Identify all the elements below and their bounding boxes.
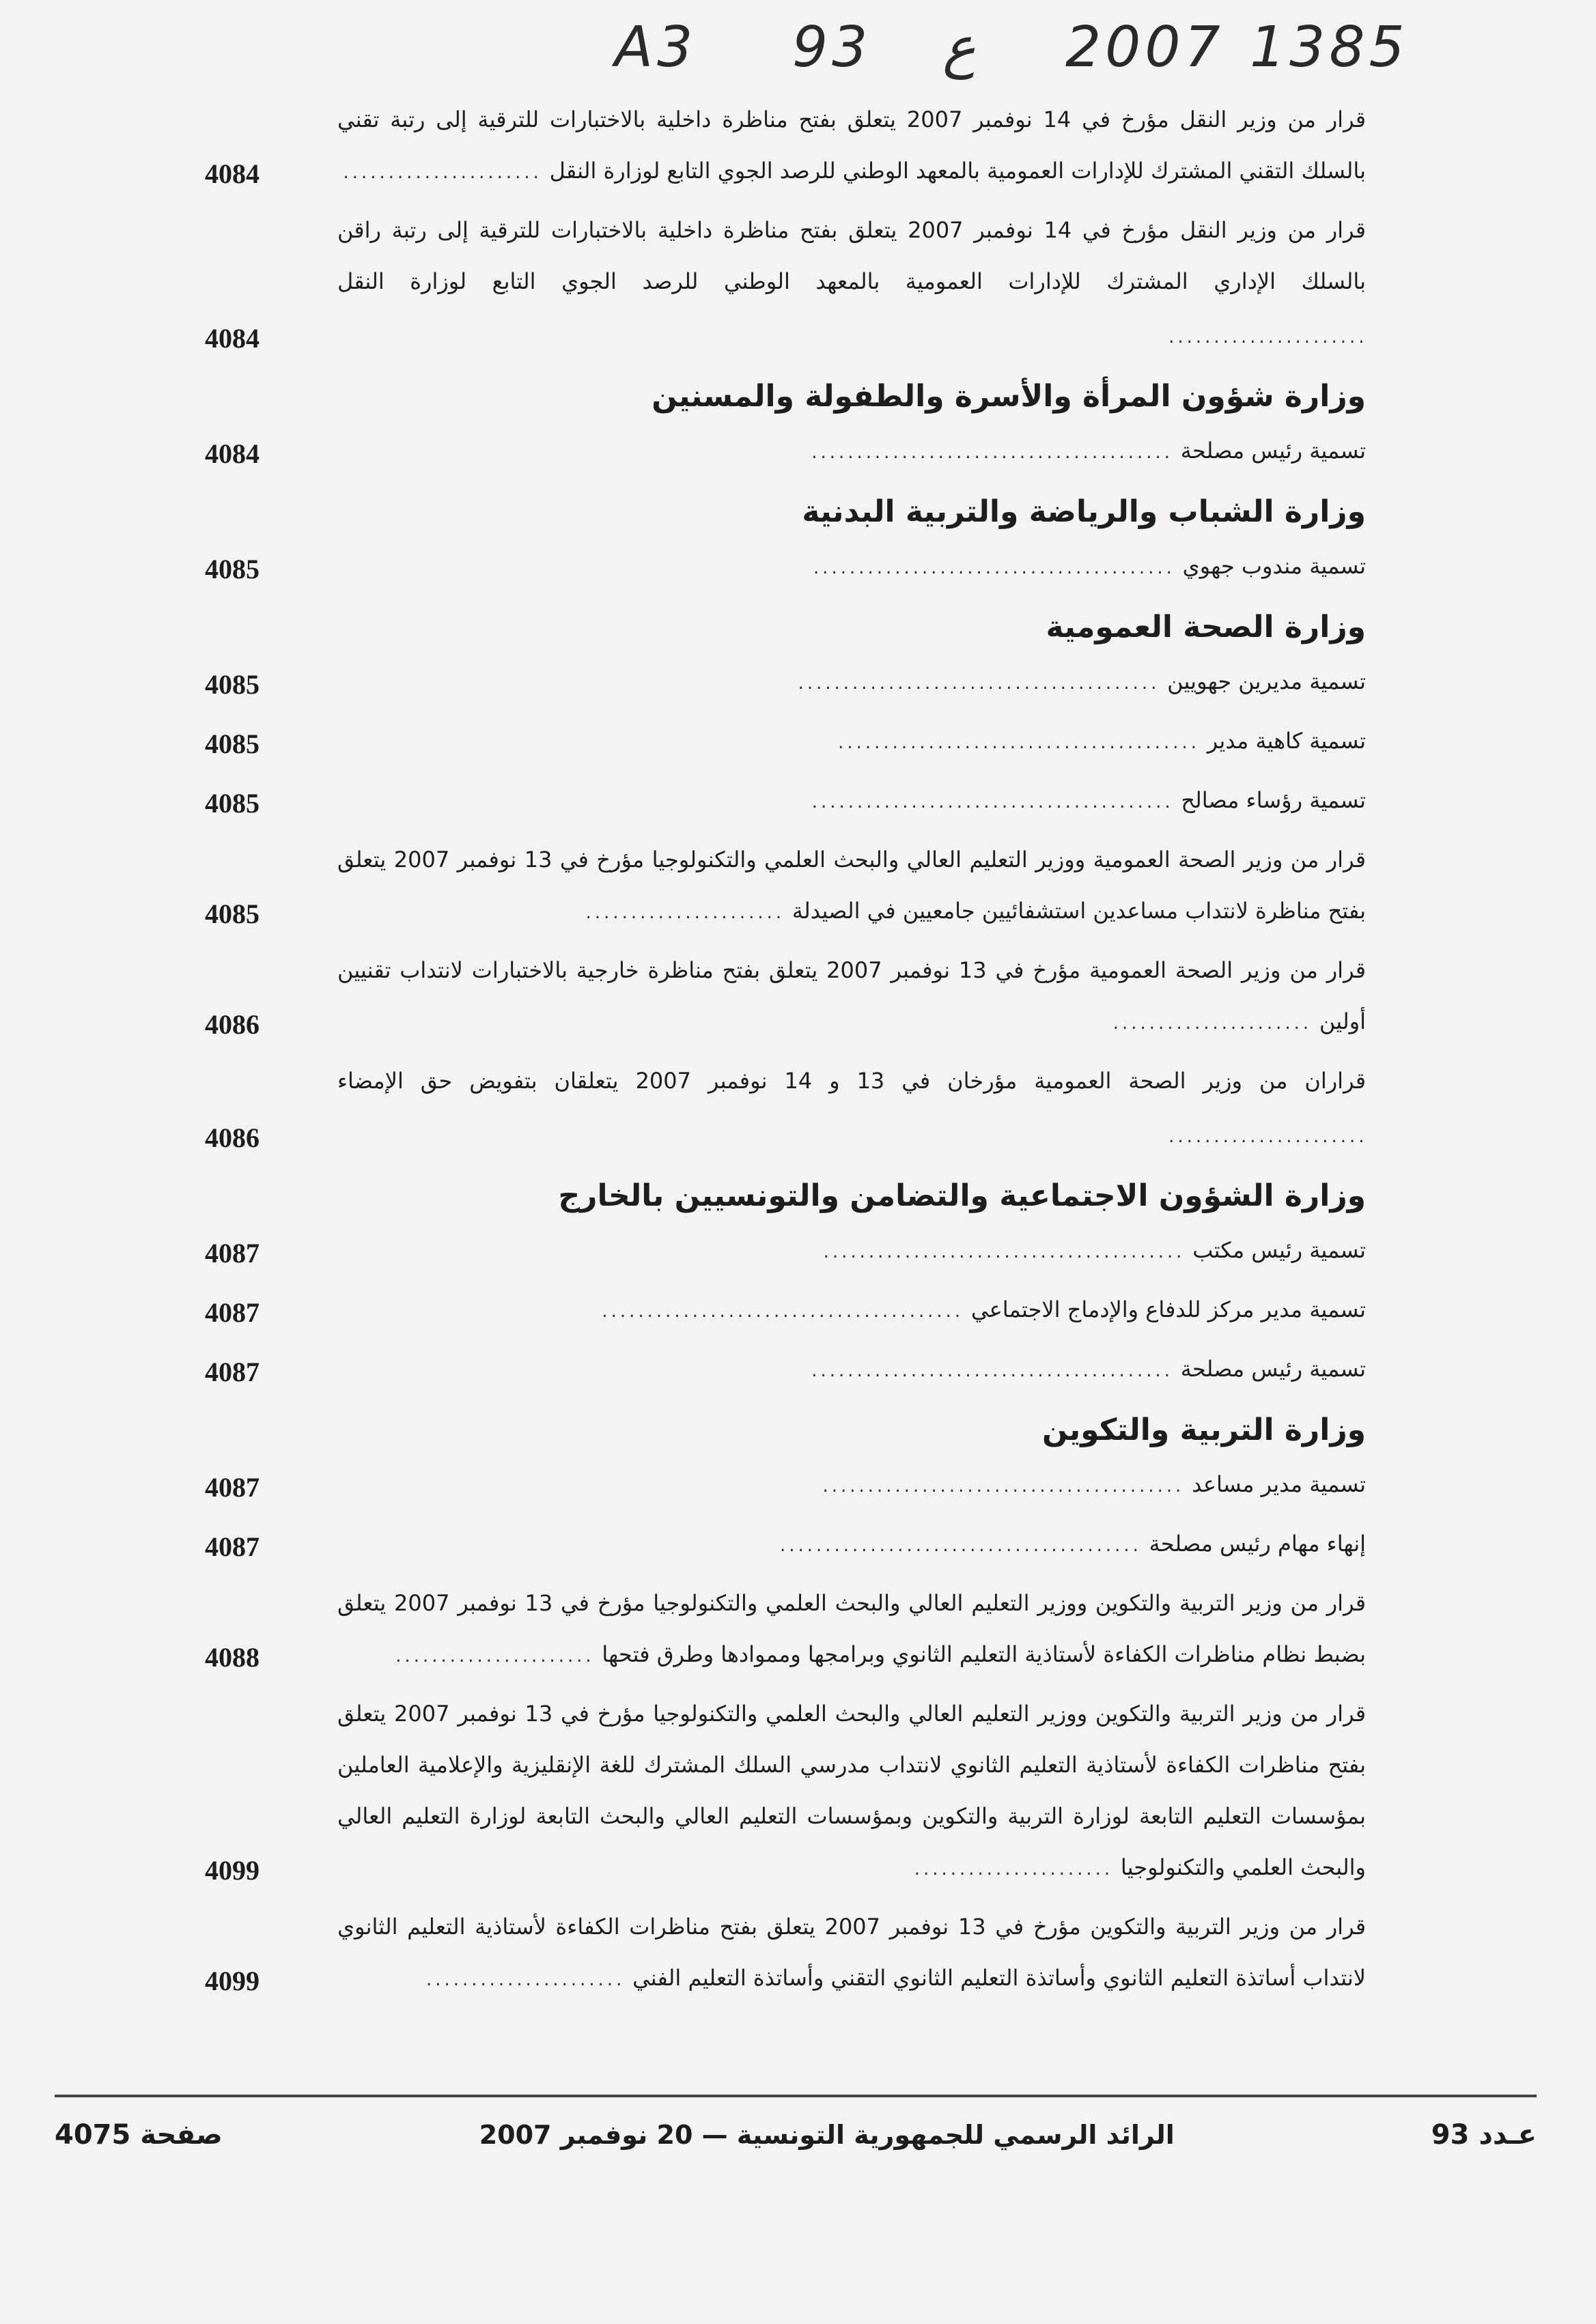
- toc-entry-text: [337, 94, 1366, 199]
- ministry-heading: وزارة الصحة العمومية: [1046, 610, 1366, 644]
- toc-entry-title: تسمية رئيس مصلحة: [1180, 1356, 1366, 1382]
- toc-page-number: 4084: [205, 438, 260, 469]
- toc-page-number: 4085: [205, 554, 260, 584]
- toc-page-number: 4087: [205, 1531, 260, 1562]
- annotation-part: A3: [615, 15, 697, 80]
- leader-dots: ........................................: [796, 676, 1168, 693]
- toc-entry: [205, 1055, 1366, 1163]
- toc-entry-text: [337, 656, 1366, 710]
- leader-dots: ......................: [424, 1972, 633, 1989]
- table-of-contents: [205, 94, 1366, 2012]
- toc-entry-title: قرار من وزير النقل مؤرخ في 14 نوفمبر 2007 يتعلق بفتح مناظرة داخلية بالاختبارات للترقية إلى رتبة تقني بالسلك التقني المشترك للإدارات العمومية بالمعهد الوطني للرصد الجوي التابع لوزارة النقل: [337, 107, 1367, 184]
- ministry-heading: وزارة شؤون المرأة والأسرة والطفولة والمسنين: [652, 379, 1366, 414]
- toc-entry-title: قراران من وزير الصحة العمومية مؤرخان في 13 و 14 نوفمبر 2007 يتعلقان بتفويض حق الإمضاء: [337, 1068, 1367, 1094]
- page-footer: [55, 2111, 1537, 2159]
- toc-entry-text: [337, 834, 1366, 939]
- toc-entry-text: [337, 205, 1366, 364]
- toc-entry: [205, 541, 1366, 595]
- toc-entry: [205, 1284, 1366, 1338]
- toc-entry-text: [337, 1459, 1366, 1513]
- toc-entry-text: [337, 945, 1366, 1050]
- toc-entry-text: [337, 1901, 1366, 2007]
- toc-entry: [205, 656, 1366, 710]
- toc-entry-text: [337, 541, 1366, 595]
- toc-page-number: 4087: [205, 1472, 260, 1503]
- leader-dots: ........................................: [809, 445, 1181, 462]
- toc-entry: [205, 1578, 1366, 1683]
- annotation-part: 1385: [1250, 15, 1409, 80]
- toc-entry: [205, 834, 1366, 939]
- toc-entry: [205, 425, 1366, 479]
- toc-entry: [205, 715, 1366, 769]
- toc-page-number: 4084: [205, 323, 260, 354]
- leader-dots: ........................................: [600, 1304, 971, 1321]
- toc-entry-title: قرار من وزير الصحة العمومية مؤرخ في 13 نوفمبر 2007 يتعلق بفتح مناظرة خارجية بالاختبارات لانتداب تقنيين أولين: [337, 957, 1367, 1034]
- toc-page-number: 4099: [205, 1966, 260, 1996]
- toc-entry-text: [337, 1518, 1366, 1572]
- toc-page-number: 4085: [205, 788, 260, 819]
- toc-entry-text: [337, 1344, 1366, 1398]
- toc-page-number: 4087: [205, 1357, 260, 1387]
- toc-entry: [205, 1688, 1366, 1896]
- toc-page-number: 4086: [205, 1122, 260, 1153]
- leader-dots: ......................: [1111, 1016, 1319, 1033]
- toc-page-number: 4085: [205, 728, 260, 759]
- toc-entry-title: تسمية رئيس مكتب: [1192, 1237, 1366, 1263]
- toc-entry-text: [337, 1225, 1366, 1279]
- toc-page-number: 4087: [205, 1297, 260, 1328]
- toc-entry-title: تسمية مديرين جهويين: [1167, 668, 1366, 694]
- toc-entry: [205, 1225, 1366, 1279]
- toc-entry: [205, 1901, 1366, 2007]
- toc-entry-title: تسمية كاهية مدير: [1207, 728, 1366, 754]
- toc-entry-text: [337, 1055, 1366, 1163]
- toc-page-number: 4086: [205, 1009, 260, 1040]
- leader-dots: ........................................: [836, 735, 1207, 752]
- annotation-part: ع: [942, 15, 976, 80]
- footer-issue-number: عـدد 93: [1431, 2119, 1537, 2151]
- toc-page-number: 4087: [205, 1238, 260, 1269]
- toc-entry-title: قرار من وزير التربية والتكوين مؤرخ في 13 نوفمبر 2007 يتعلق بفتح مناظرات الكفاءة لأستاذية التعليم الثانوي لانتداب أساتذة التعليم الثانوي وأساتذة التعليم الثانوي التقني وأساتذة التعليم الفني: [337, 1914, 1367, 1991]
- leader-dots: ........................................: [821, 1479, 1192, 1496]
- toc-entry: [205, 1344, 1366, 1398]
- toc-entry-text: [337, 1284, 1366, 1338]
- leader-dots: ........................................: [778, 1538, 1149, 1555]
- footer-divider: [55, 2095, 1537, 2097]
- handwritten-annotation: [615, 15, 1434, 97]
- leader-dots: ......................: [341, 165, 550, 182]
- toc-entry: [205, 205, 1366, 364]
- leader-dots: ........................................: [809, 1363, 1181, 1380]
- ministry-heading: وزارة التربية والتكوين: [1041, 1413, 1366, 1447]
- ministry-heading: وزارة الشباب والرياضة والتربية البدنية: [802, 494, 1366, 529]
- toc-entry-title: تسمية مدير مركز للدفاع والإدماج الاجتماعي: [970, 1296, 1366, 1322]
- toc-entry: [205, 945, 1366, 1050]
- leader-dots: ......................: [393, 1649, 602, 1666]
- leader-dots: ........................................: [822, 1245, 1193, 1262]
- toc-entry-title: قرار من وزير النقل مؤرخ في 14 نوفمبر 2007 يتعلق بفتح مناظرة داخلية بالاختبارات للترقية إلى رتبة راقن بالسلك الإداري المشترك للإدارات العمومية بالمعهد الوطني للرصد الجوي التابع لوزارة النقل: [337, 217, 1367, 294]
- annotation-part: 2007: [1065, 15, 1224, 80]
- toc-entry-title: تسمية رئيس مصلحة: [1180, 438, 1366, 464]
- toc-entry-title: قرار من وزير التربية والتكوين ووزير التعليم العالي والبحث العلمي والتكنولوجيا مؤرخ في 13 نوفمبر 2007 يتعلق بفتح مناظرات الكفاءة لأستاذية التعليم الثانوي لانتداب مدرسي السلك المشترك للغة الإنقليزية والإعلامية العاملين بمؤسسات التعليم التابعة لوزارة التربية والتكوين وبمؤسسات التعليم العالي والبحث التابعة لوزارة التعليم العالي والبحث العلمي والتكنولوجيا: [337, 1701, 1367, 1880]
- leader-dots: ........................................: [811, 561, 1183, 578]
- toc-page-number: 4085: [205, 898, 260, 929]
- toc-entry-text: [337, 715, 1366, 769]
- toc-page-number: 4099: [205, 1855, 260, 1886]
- leader-dots: ........................................: [810, 795, 1181, 812]
- toc-entry-text: [337, 425, 1366, 479]
- toc-page-number: 4088: [205, 1642, 260, 1673]
- toc-page-number: 4084: [205, 158, 260, 189]
- footer-page-number: صفحة 4075: [55, 2119, 223, 2151]
- leader-dots: ......................: [1166, 330, 1366, 347]
- toc-entry: [205, 94, 1366, 199]
- toc-entry-title: قرار من وزير التربية والتكوين ووزير التعليم العالي والبحث العلمي والتكنولوجيا مؤرخ في 13 نوفمبر 2007 يتعلق بضبط نظام مناظرات الكفاءة لأستاذية التعليم الثانوي وبرامجها ومموادها وطرق فتحها: [337, 1590, 1367, 1667]
- toc-entry-title: قرار من وزير الصحة العمومية ووزير التعليم العالي والبحث العلمي والتكنولوجيا مؤرخ في 13 نوفمبر 2007 يتعلق بفتح مناظرة لانتداب مساعدين استشفائيين جامعيين في الصيدلة: [337, 847, 1367, 924]
- ministry-heading: وزارة الشؤون الاجتماعية والتضامن والتونسيين بالخارج: [558, 1178, 1366, 1213]
- toc-entry: [205, 775, 1366, 829]
- footer-publication-title: الرائد الرسمي للجمهورية التونسية — 20 نوفمبر 2007: [479, 2120, 1175, 2150]
- toc-entry-title: تسمية مدير مساعد: [1192, 1471, 1366, 1497]
- toc-entry-text: [337, 1578, 1366, 1683]
- toc-entry-title: تسمية مندوب جهوي: [1182, 553, 1366, 579]
- toc-entry: [205, 1459, 1366, 1513]
- toc-page-number: 4085: [205, 669, 260, 700]
- toc-entry: [205, 1518, 1366, 1572]
- annotation-part: 93: [792, 15, 872, 80]
- leader-dots: ......................: [584, 905, 792, 922]
- leader-dots: ......................: [912, 1862, 1121, 1879]
- toc-entry-text: [337, 1688, 1366, 1896]
- leader-dots: ......................: [1166, 1129, 1366, 1146]
- toc-entry-text: [337, 775, 1366, 829]
- toc-entry-title: تسمية رؤساء مصالح: [1181, 787, 1366, 813]
- toc-entry-title: إنهاء مهام رئيس مصلحة: [1149, 1531, 1366, 1557]
